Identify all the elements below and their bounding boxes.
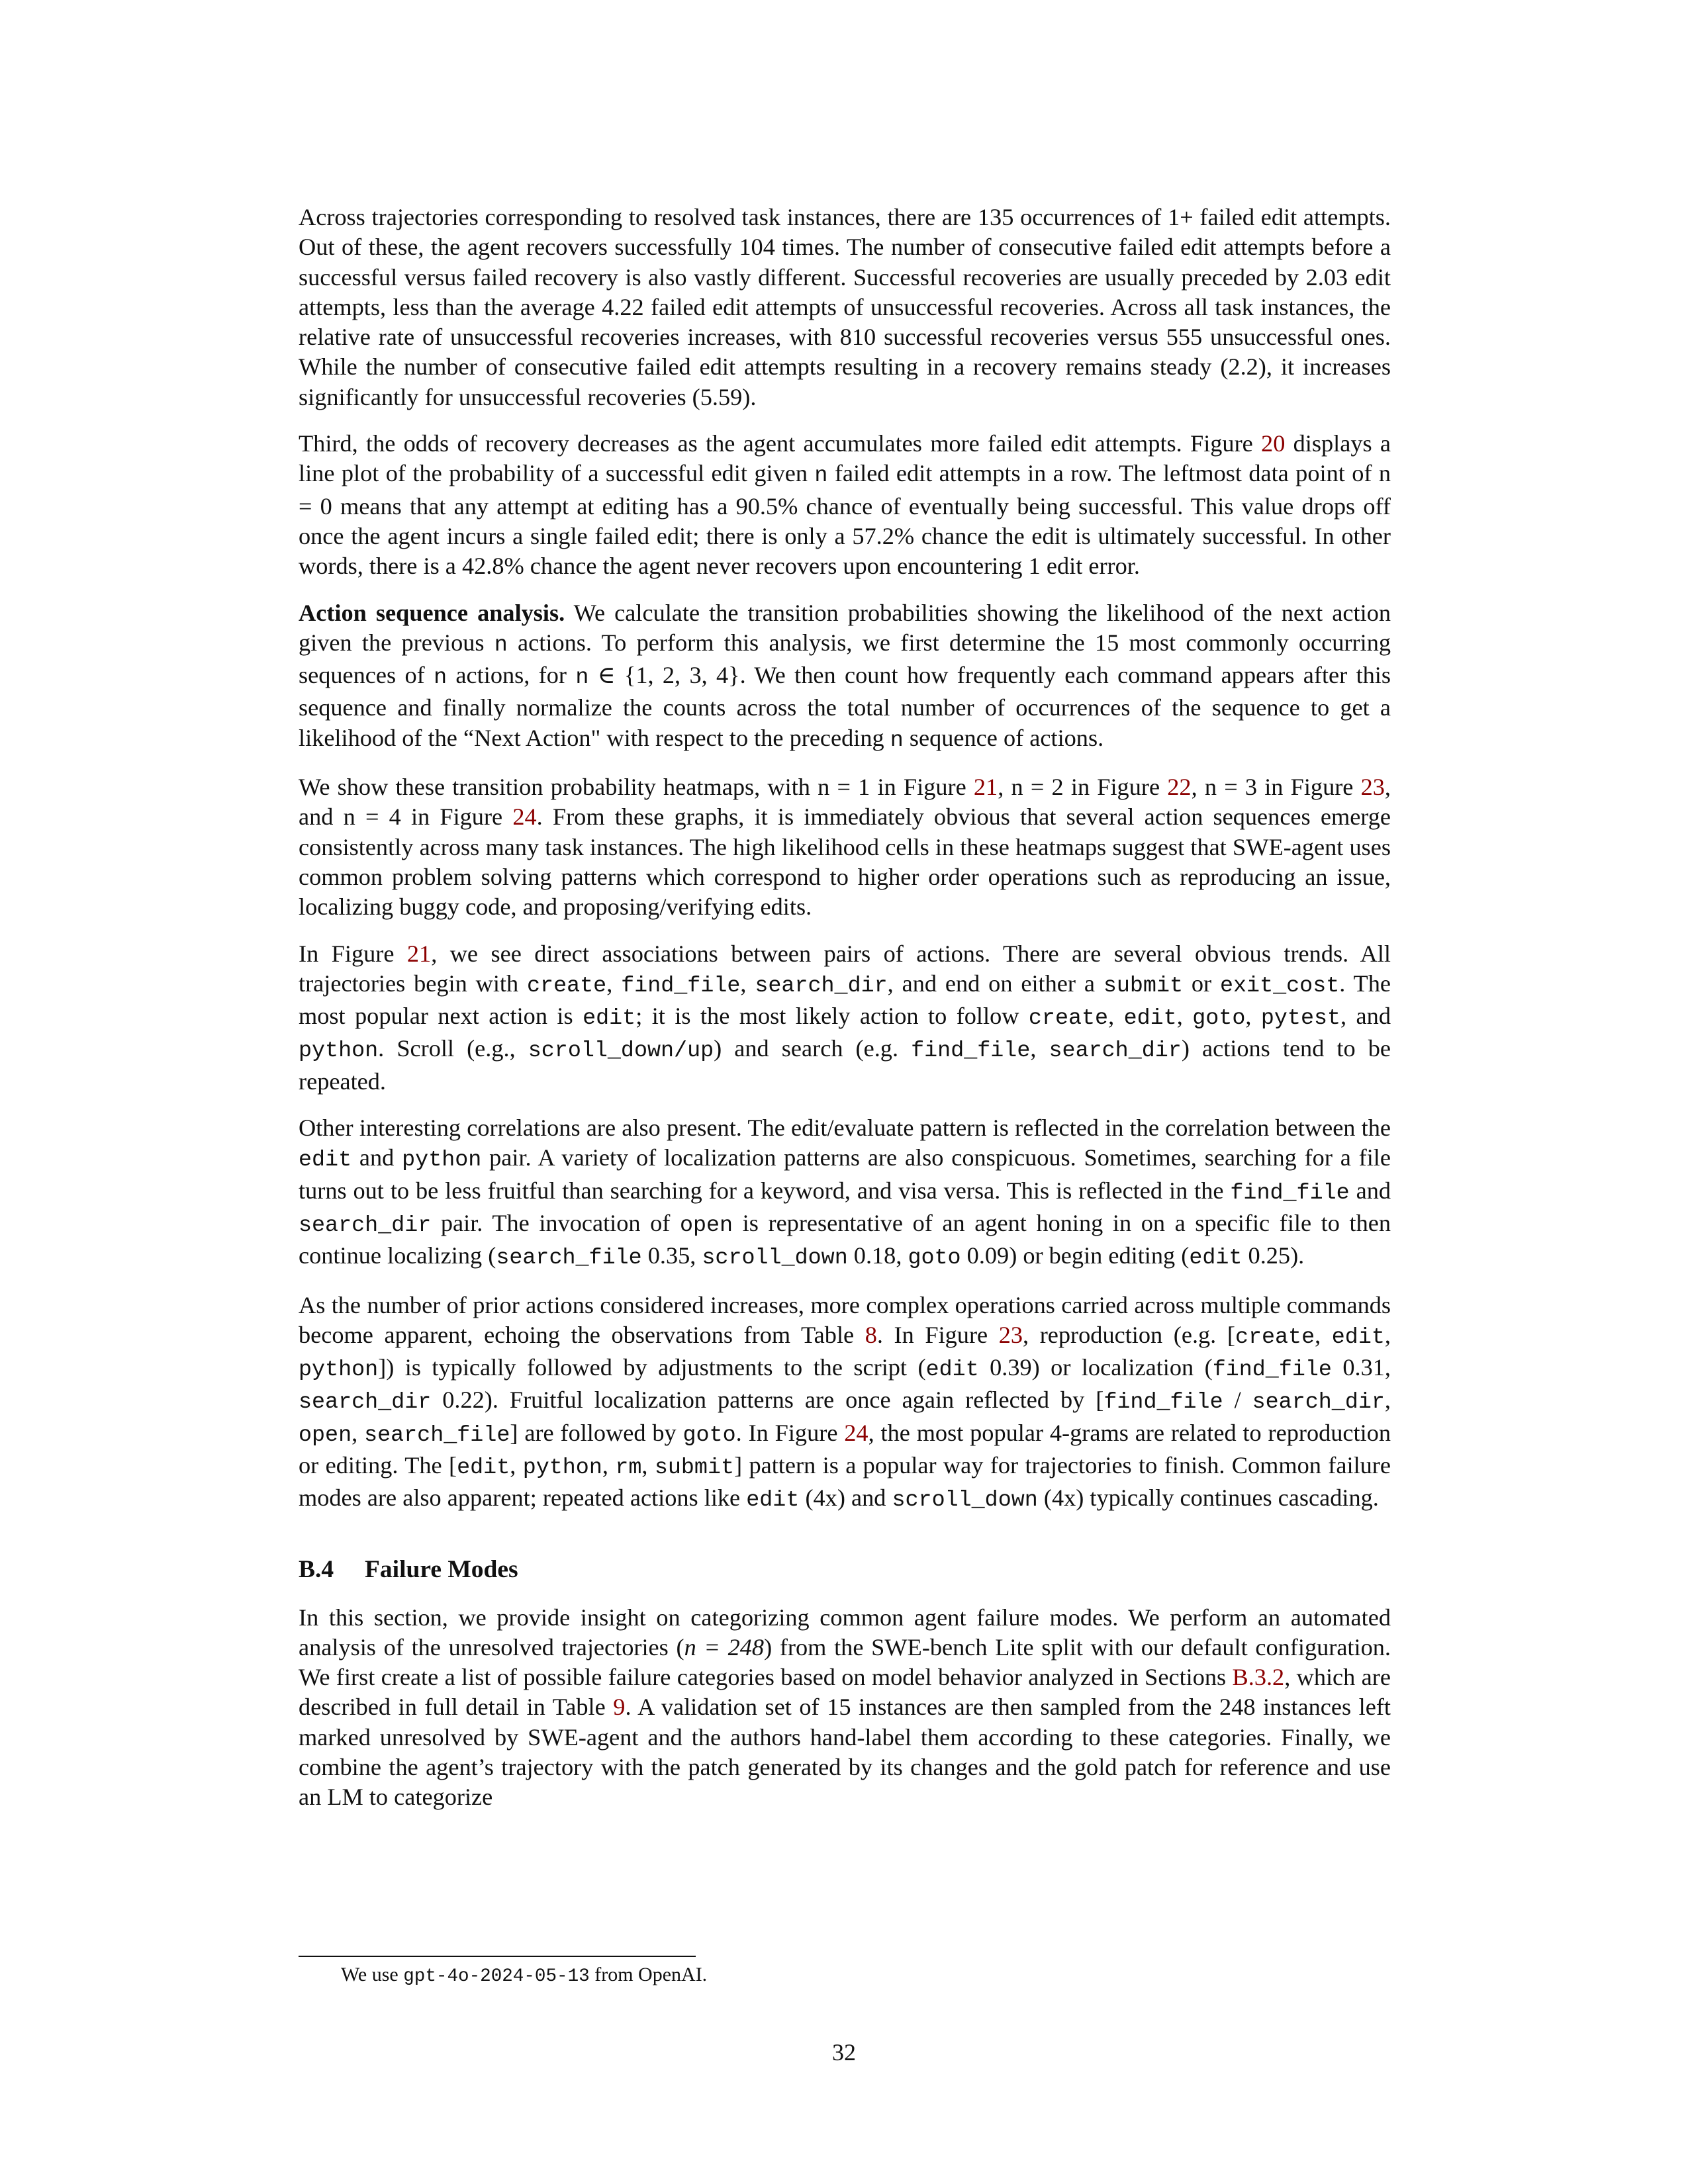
paragraph-action-sequence: Action sequence analysis. We calculate the transition probabilities showing the likelihood of the next action given the previous n actions. To perform this analysis, we first determine the 15 most commonly occurring sequences of n actions, for n ∈ {1, 2, 3, 4}. We then count how frequently each command appears after this sequence and finally normalize the counts across the total number of occurrences of the sequence to get a likelihood of the “Next Action" with respect to the preceding n sequence of actions. [299, 599, 1391, 753]
figure-ref-20[interactable]: 20 [1261, 430, 1286, 457]
paragraph-failure-modes: In this section, we provide insight on categorizing common agent failure modes. We perform an automated analysis of the unresolved trajectories (n = 248) from the SWE-bench Lite split with our default configuration. We first create a list of possible failure categories based on model behavior analyzed in Sections B.3.2, which are described in full detail in Table 9. A validation set of 15 instances are then sampled from the 248 instances left marked unresolved by SWE-agent and the authors hand-label them according to these categories. Finally, we combine the agent’s trajectory with the patch generated by its changes and the gold patch for reference and use an LM to categorize [299, 1604, 1391, 1811]
table-ref-9[interactable]: 9 [613, 1694, 626, 1721]
paragraph-complex-operations: As the number of prior actions considered increases, more complex operations carried across multiple commands become apparent, echoing the observations from Table 8. In Figure 23, reproduction (e.g. [create, edit, python]) is typically followed by adjustments to the script (edit 0.39) or localization (find_file 0.31, search_dir 0.22). Fruitful localization patterns are once again reflected by [find_file / search_dir, open, search_file] are followed by goto. In Figure 24, the most popular 4-grams are related to reproduction or editing. The [edit, python, rm, submit] pattern is a popular way for trajectories to finish. Common failure modes are also apparent; repeated actions like edit (4x) and scroll_down (4x) typically continues cascading. [299, 1291, 1391, 1514]
footnote-rule [299, 1956, 696, 1957]
figure-ref-24[interactable]: 24 [844, 1419, 868, 1446]
figure-ref-21[interactable]: 21 [406, 940, 432, 967]
section-title: Failure Modes [365, 1555, 518, 1583]
figure-ref-22[interactable]: 22 [1167, 774, 1192, 801]
figure-ref-24[interactable]: 24 [512, 803, 537, 831]
figure-ref-23[interactable]: 23 [1360, 774, 1385, 801]
paragraph-recovery-odds: Third, the odds of recovery decreases as the agent accumulates more failed edit attempts. Figure 20 displays a line plot of the probability of a successful edit given n failed edit attempts in a row. The leftmost data point of n = 0 means that any attempt at editing has a 90.5% chance of eventually being successful. This value drops off once the agent incurs a single failed edit; there is only a 57.2% chance the edit is ultimately successful. In other words, there is a 42.8% chance the agent never recovers upon encountering 1 edit error. [299, 430, 1391, 580]
page-body [299, 203, 1391, 1829]
figure-ref-23[interactable]: 23 [998, 1321, 1023, 1348]
section-heading [299, 1555, 1391, 1584]
section-number: B.4 [299, 1555, 334, 1583]
model-name: gpt-4o-2024-05-13 [403, 1966, 590, 1987]
figure-ref-21[interactable]: 21 [973, 774, 998, 801]
run-in-heading: Action sequence analysis. [299, 599, 565, 626]
paragraph-correlations: Other interesting correlations are also present. The edit/evaluate pattern is reflected in the correlation between the edit and python pair. A variety of localization patterns are also conspicuous. Sometimes, searching for a file turns out to be less fruitful than searching for a keyword, and visa versa. This is reflected in the find_file and search_dir pair. The invocation of open is representative of an agent honing in on a specific file to then continue localizing (search_file 0.35, scroll_down 0.18, goto 0.09) or begin editing (edit 0.25). [299, 1115, 1391, 1271]
footnote: We use gpt-4o-2024-05-13 from OpenAI. [341, 1964, 708, 1987]
paragraph-heatmaps: We show these transition probability heatmaps, with n = 1 in Figure 21, n = 2 in Figure 22, n = 3 in Figure 23, and n = 4 in Figure 24. From these graphs, it is immediately obvious that several action sequences emerge consistently across many task instances. The high likelihood cells in these heatmaps suggest that SWE-agent uses common problem solving patterns which correspond to higher order operations such as reproducing an issue, localizing buggy code, and proposing/verifying edits. [299, 774, 1391, 921]
page-number: 32 [832, 2039, 856, 2066]
table-ref-8[interactable]: 8 [865, 1321, 877, 1348]
section-ref-b32[interactable]: B.3.2 [1232, 1664, 1285, 1691]
paragraph-recovery-stats: Across trajectories corresponding to resolved task instances, there are 135 occurrences of 1+ failed edit attempts. Out of these, the agent recovers successfully 104 times. The number of consecutive failed edit attempts before a successful versus failed recovery is also vastly different. Successful recoveries are usually preceded by 2.03 edit attempts, less than the average 4.22 failed edit attempts of unsuccessful recoveries. Across all task instances, the relative rate of unsuccessful recoveries increases, with 810 successful recoveries versus 555 unsuccessful ones. While the number of consecutive failed edit attempts resulting in a recovery remains steady (2.2), it increases significantly for unsuccessful recoveries (5.59). [299, 204, 1391, 410]
paragraph-pair-associations: In Figure 21, we see direct associations between pairs of actions. There are several obvious trends. All trajectories begin with create, find_file, search_dir, and end on either a submit or exit_cost. The most popular next action is edit; it is the most likely action to follow create, edit, goto, pytest, and python. Scroll (e.g., scroll_down/up) and search (e.g. find_file, search_dir) actions tend to be repeated. [299, 940, 1391, 1095]
